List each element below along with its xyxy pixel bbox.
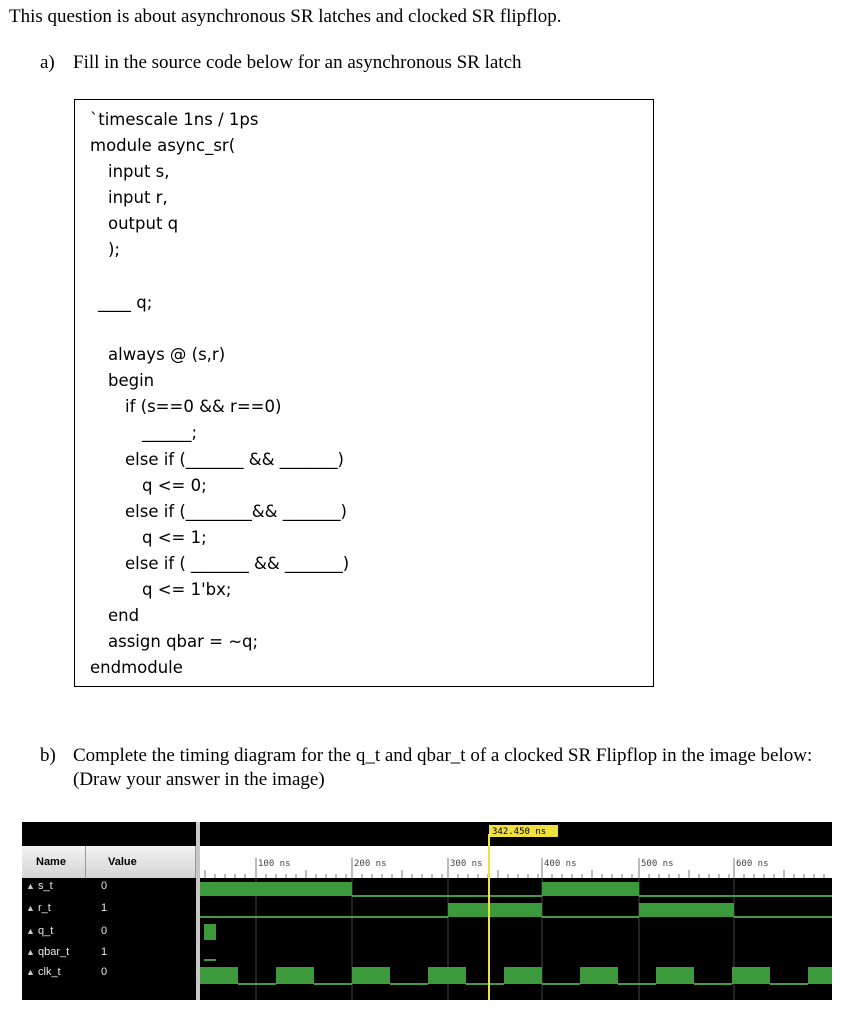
code-line: ); bbox=[108, 240, 120, 259]
waveform-r_t bbox=[200, 903, 832, 917]
waveform-s_t bbox=[200, 882, 832, 896]
code-line: q <= 1; bbox=[142, 528, 207, 547]
r_t-high-segment bbox=[448, 903, 542, 917]
waveform-clk_t bbox=[200, 967, 832, 984]
code-line: if (s==0 && r==0) bbox=[125, 397, 282, 416]
question-a-text: Fill in the source code below for an asynchronous SR latch bbox=[73, 52, 522, 73]
signal-name-qbar_t[interactable]: qbar_t bbox=[38, 946, 70, 958]
code-line: assign qbar = ~q; bbox=[108, 632, 259, 651]
code-line: ______; bbox=[142, 423, 198, 442]
signal-icon: ▲ bbox=[26, 967, 35, 977]
clk-high-pulse bbox=[808, 967, 832, 984]
signal-icon: ▲ bbox=[26, 926, 35, 936]
waveform-pane bbox=[200, 822, 832, 1000]
value-column-header[interactable]: Value bbox=[86, 846, 196, 878]
code-line: endmodule bbox=[90, 658, 183, 677]
waveform-canvas bbox=[200, 822, 832, 1000]
clk-high-pulse bbox=[504, 967, 542, 984]
code-line: input s, bbox=[108, 162, 170, 181]
question-b bbox=[40, 744, 812, 792]
code-line: input r, bbox=[108, 188, 168, 207]
signal-name-clk_t[interactable]: clk_t bbox=[38, 966, 61, 978]
intro-text: This question is about asynchronous SR latches and clocked SR flipflop. bbox=[9, 6, 562, 27]
code-line: else if ( _______ && _______) bbox=[125, 554, 350, 573]
clk-high-pulse bbox=[580, 967, 618, 984]
time-label: 600 ns bbox=[736, 859, 769, 869]
time-label: 500 ns bbox=[641, 859, 674, 869]
signal-name-s_t[interactable]: s_t bbox=[38, 880, 53, 892]
code-line: output q bbox=[108, 214, 179, 233]
code-line: ____ q; bbox=[98, 293, 153, 312]
signal-name-q_t[interactable]: q_t bbox=[38, 925, 54, 937]
cursor-time-label: 342.450 ns bbox=[492, 827, 547, 837]
time-label: 400 ns bbox=[544, 859, 577, 869]
question-b-line2: (Draw your answer in the image) bbox=[73, 769, 325, 790]
code-line: else if (_______ && _______) bbox=[125, 450, 344, 469]
signal-value-q_t: 0 bbox=[101, 925, 108, 937]
question-a-label: a) bbox=[40, 52, 55, 73]
question-b-label: b) bbox=[40, 745, 56, 766]
code-line: begin bbox=[108, 371, 155, 390]
signal-name-r_t[interactable]: r_t bbox=[38, 902, 51, 914]
code-box bbox=[74, 99, 654, 687]
code-line: q <= 1'bx; bbox=[142, 580, 232, 599]
s_t-high-segment bbox=[542, 882, 639, 896]
waveform-q_t bbox=[204, 924, 216, 940]
signal-value-qbar_t: 1 bbox=[101, 946, 108, 958]
clk-high-pulse bbox=[656, 967, 694, 984]
clk-high-pulse bbox=[732, 967, 770, 984]
clk-high-pulse bbox=[428, 967, 466, 984]
signal-value-s_t: 0 bbox=[101, 880, 108, 892]
code-line: end bbox=[108, 606, 140, 625]
signal-value-r_t: 1 bbox=[101, 902, 108, 914]
waveform-viewer bbox=[22, 822, 832, 1000]
code-line: module async_sr( bbox=[90, 136, 236, 155]
signal-icon: ▲ bbox=[26, 903, 35, 913]
signal-icon: ▲ bbox=[26, 947, 35, 957]
code-line: `timescale 1ns / 1ps bbox=[90, 110, 259, 129]
r_t-high-segment bbox=[639, 903, 734, 917]
signal-value-clk_t: 0 bbox=[101, 966, 108, 978]
time-label: 100 ns bbox=[258, 859, 291, 869]
code-line: else if (________&& _______) bbox=[125, 502, 347, 521]
question-a bbox=[40, 52, 522, 74]
time-label: 200 ns bbox=[354, 859, 387, 869]
signal-list-pane bbox=[22, 822, 196, 1000]
pane-toolbar bbox=[22, 822, 196, 846]
clk-high-pulse bbox=[200, 967, 238, 984]
code-line: always @ (s,r) bbox=[108, 345, 226, 364]
clk-high-pulse bbox=[352, 967, 390, 984]
time-label: 300 ns bbox=[450, 859, 483, 869]
code-line: q <= 0; bbox=[142, 476, 207, 495]
signal-icon: ▲ bbox=[26, 881, 35, 891]
clk-high-pulse bbox=[276, 967, 314, 984]
s_t-high-segment bbox=[200, 882, 352, 896]
question-b-line1: Complete the timing diagram for the q_t and qbar_t of a clocked SR Flipflop in the image below: bbox=[73, 745, 813, 766]
name-column-header[interactable]: Name bbox=[22, 846, 86, 878]
